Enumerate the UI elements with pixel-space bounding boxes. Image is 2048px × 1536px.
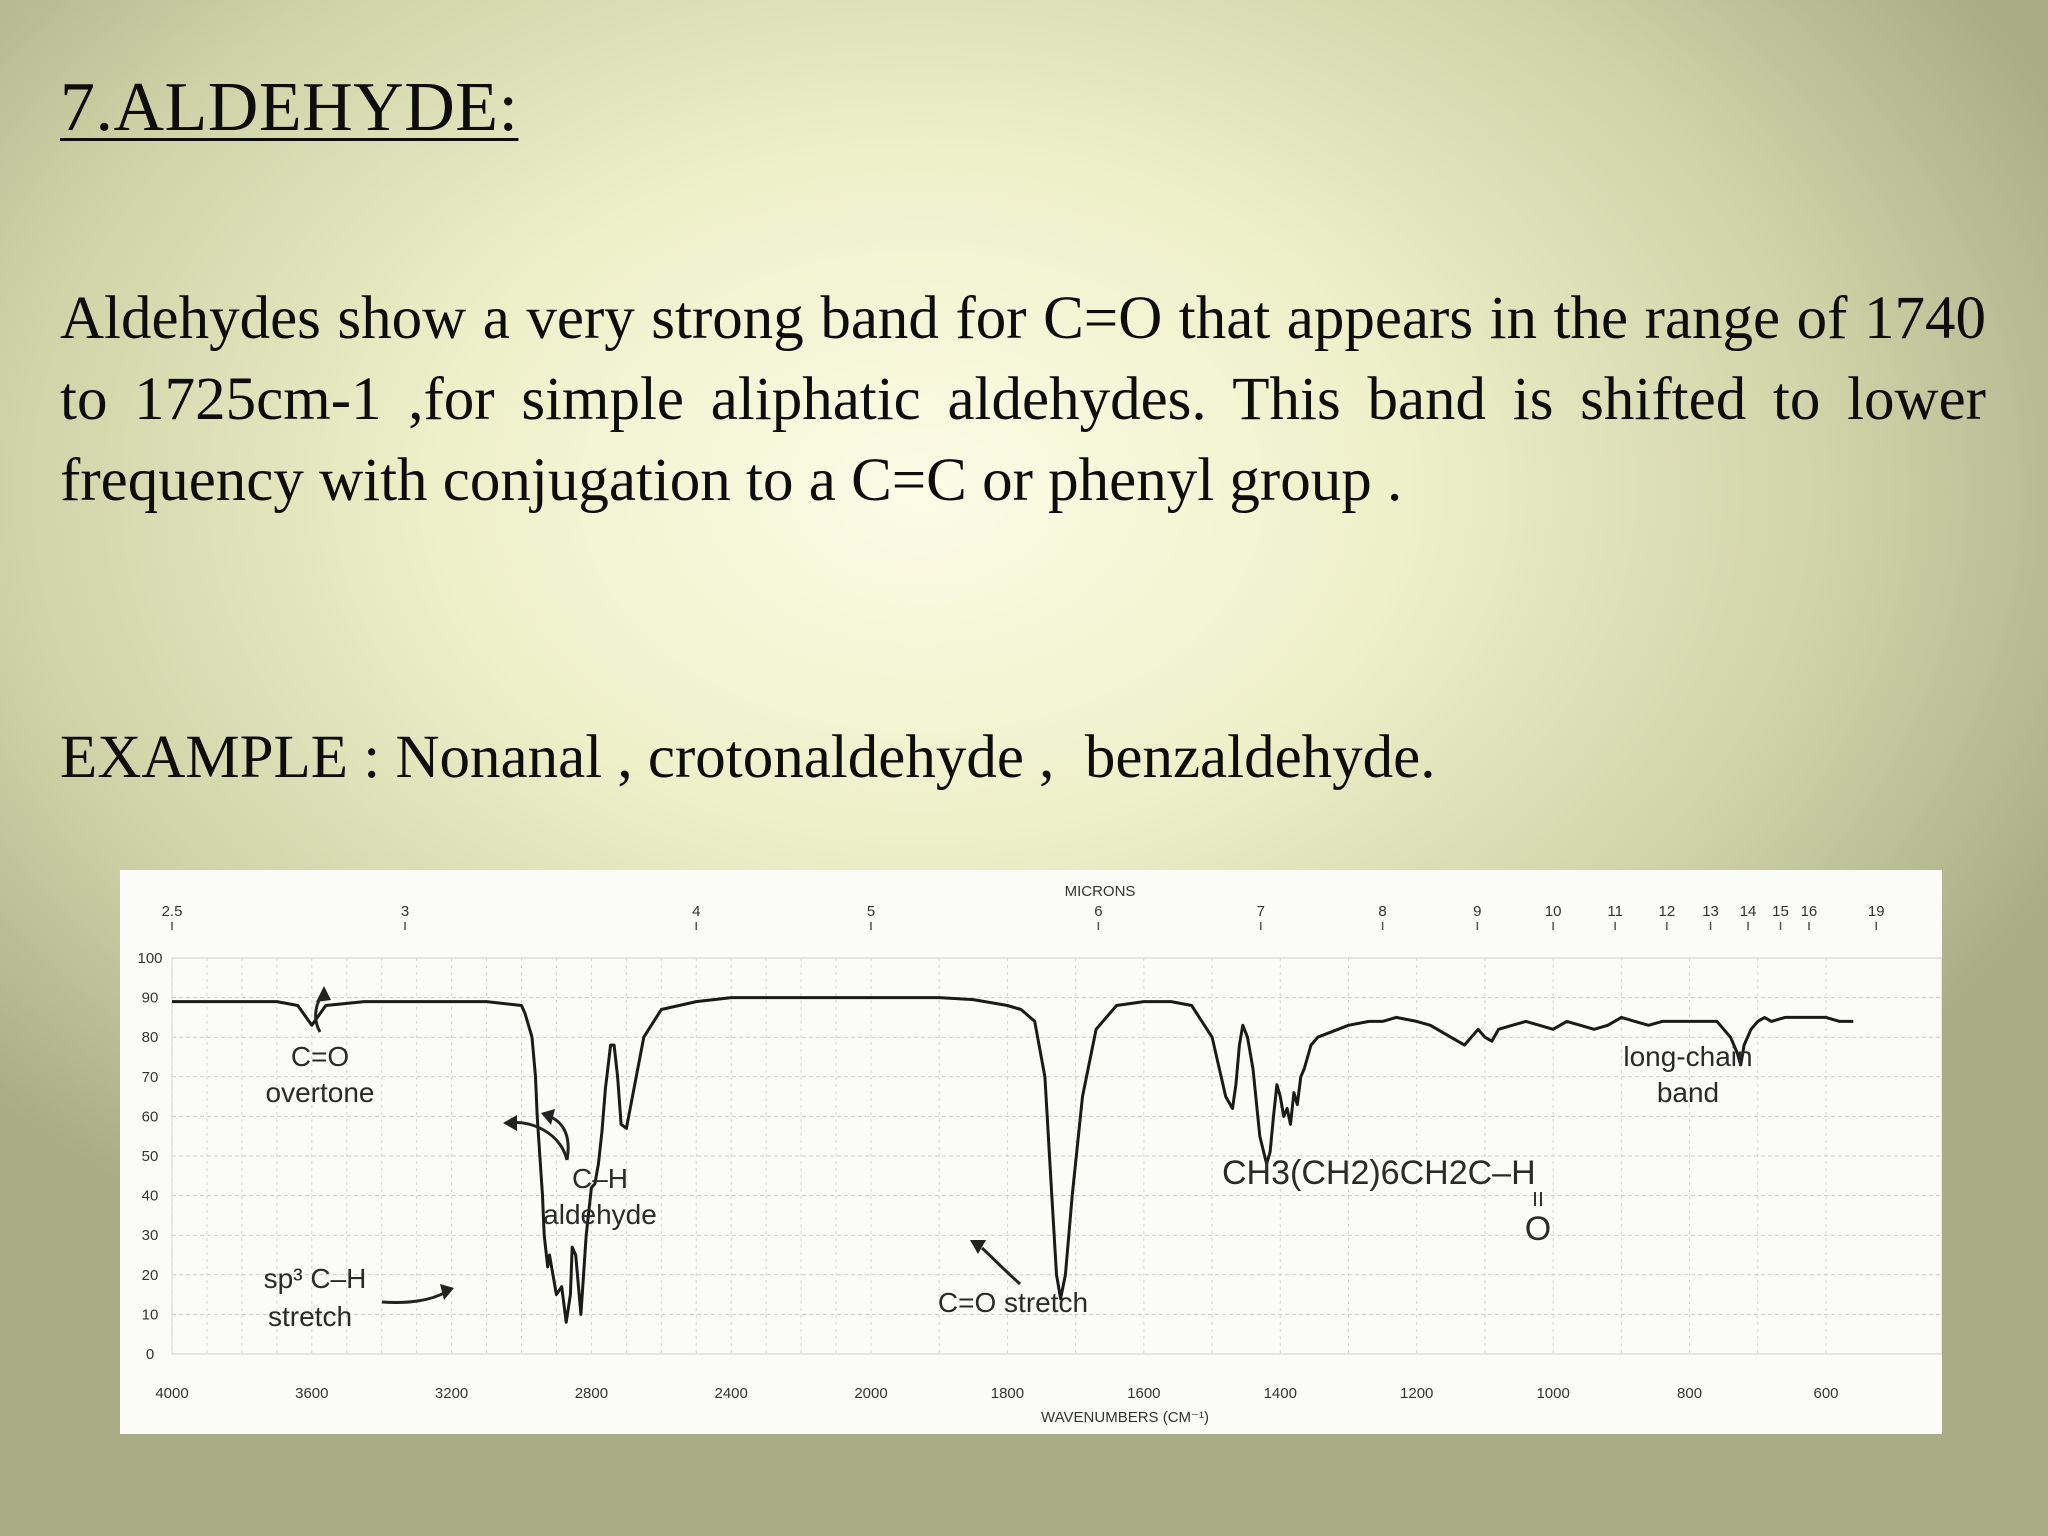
x-tick-label: 1000 [1536, 1385, 1570, 1402]
micron-tick-label: 13 [1702, 903, 1719, 920]
x-tick-label: 1400 [1263, 1385, 1297, 1402]
y-tick-label: 10 [141, 1306, 159, 1324]
y-tick-label: 50 [141, 1148, 159, 1165]
y-tick-label: 40 [141, 1187, 159, 1205]
x-tick-label: 1200 [1400, 1385, 1434, 1402]
x-tick-label: 800 [1677, 1385, 1703, 1402]
y-tick-label: 80 [141, 1029, 159, 1047]
slide-title: 7.ALDEHYDE: [60, 69, 519, 146]
arrowhead-sp3-ch [440, 1284, 454, 1300]
micron-tick-label: 10 [1544, 903, 1562, 920]
annotation-long-chain-line1: long-chain [1623, 1041, 1753, 1072]
micron-tick-label: 2.5 [161, 903, 183, 920]
y-tick-label: 100 [137, 950, 163, 967]
x-tick-label: 4000 [155, 1385, 189, 1402]
example-line: EXAMPLE : Nonanal , crotonaldehyde , benzaldehyde. [60, 724, 1436, 791]
arrowhead-co-stretch [970, 1240, 986, 1254]
x-tick-label: 2800 [574, 1385, 609, 1402]
micron-tick-label: 9 [1473, 903, 1482, 920]
annotation-sp3-ch-line1: sp³ C–H [263, 1263, 367, 1294]
annotation-ch-aldehyde-line1: C–H [571, 1163, 629, 1194]
micron-tick-label: 4 [692, 903, 701, 920]
annotation-ch-aldehyde-line2: aldehyde [543, 1199, 657, 1230]
annotation-co-stretch: C=O stretch [937, 1287, 1089, 1318]
annotation-long-chain-line2: band [1656, 1077, 1720, 1108]
x-tick-label: 600 [1813, 1385, 1839, 1402]
annotation-sp3-ch-line2: stretch [267, 1301, 353, 1332]
chart-series [172, 998, 1853, 1323]
slide-paragraph: Aldehydes show a very strong band for C=O that appears in the range of 1740 to 1725cm-1 ,for simple aliphatic aldehydes. This band is shifted to lower frequency with conjugation to a C=C or phenyl group . [60, 285, 1986, 514]
x-tick-label: 2400 [714, 1385, 748, 1402]
micron-tick-label: 6 [1094, 903, 1103, 920]
micron-tick-label: 16 [1800, 903, 1818, 920]
micron-tick-label: 14 [1739, 903, 1757, 920]
micron-tick-label: 3 [400, 903, 410, 920]
x-tick-label: 3600 [295, 1385, 329, 1402]
annotation-arrow-co-stretch [982, 1248, 1020, 1284]
annotation-arrow-sp3-ch [382, 1292, 446, 1303]
annotation-formula-oxygen: O [1524, 1210, 1552, 1248]
y-tick-label: 0 [145, 1346, 155, 1363]
micron-tick-label: 8 [1378, 903, 1387, 920]
ir-spectrum-trace [172, 998, 1853, 1323]
x-tick-label: 3200 [434, 1385, 469, 1402]
micron-tick-label: 11 [1607, 903, 1623, 920]
y-tick-label: 30 [141, 1227, 159, 1245]
micron-tick-label: 19 [1867, 903, 1885, 920]
chart-axes [137, 903, 1884, 1402]
top-axis-title: MICRONS [1064, 883, 1136, 900]
y-tick-label: 60 [141, 1108, 159, 1126]
annotation-co-overtone-line2: overtone [265, 1077, 375, 1108]
arrowhead-ch-aldehyde-b [541, 1109, 555, 1125]
x-tick-label: 1800 [990, 1385, 1025, 1402]
micron-tick-label: 12 [1658, 903, 1676, 920]
x-tick-label: 2000 [854, 1385, 888, 1402]
y-tick-label: 90 [141, 989, 159, 1007]
arrowhead-co-overtone [316, 986, 331, 1002]
y-tick-label: 70 [141, 1068, 159, 1086]
y-tick-label: 20 [141, 1266, 159, 1284]
ir-spectrum-chart [120, 870, 1942, 1434]
annotation-formula: CH3(CH2)6CH2C–H [1222, 1154, 1536, 1192]
x-axis-title: WAVENUMBERS (CM⁻¹) [1041, 1409, 1209, 1426]
x-tick-label: 1600 [1127, 1385, 1161, 1402]
micron-tick-label: 7 [1256, 903, 1265, 920]
arrowhead-ch-aldehyde-a [503, 1115, 517, 1131]
ir-spectrum-panel [120, 870, 1942, 1434]
annotation-co-overtone-line1: C=O [290, 1041, 350, 1072]
micron-tick-label: 5 [866, 903, 876, 920]
micron-tick-label: 15 [1772, 903, 1789, 920]
